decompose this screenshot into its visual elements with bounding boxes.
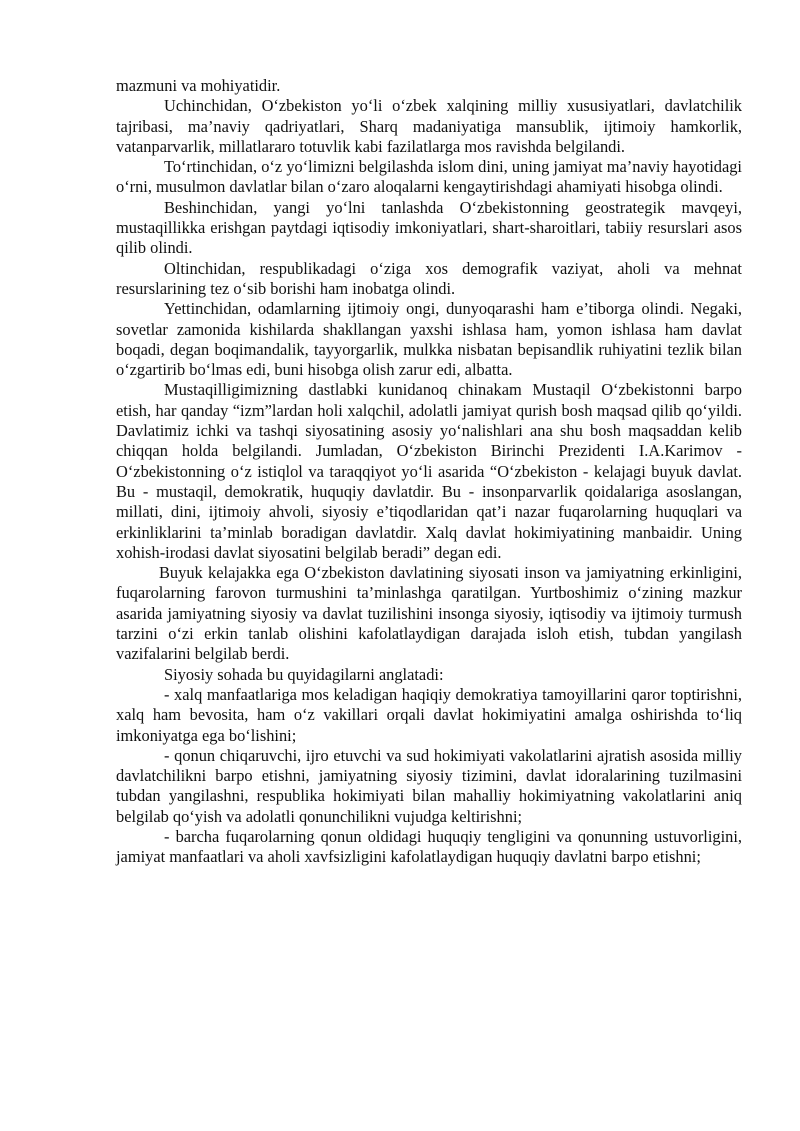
paragraph-independence: Mustaqilligimizning dastlabki kunidanoq chinakam Mustaqil O‘zbekistonni barpo etish, har qanday “izm”lardan holi xalqchil, adolatli jamiyat qurish bosh maqsad qilib qo‘yildi. Davlatimiz ichki va tashqi siyosatining asosiy yo‘nalishlari ana shu bosh maqsaddan kelib chiqqan holda belgilandi. Jumladan, O‘zbekiston Birinchi Prezidenti I.A.Karimov - O‘zbekistonning o‘z istiqlol va taraqqiyot yo‘li asarida “O‘zbekiston - kelajagi buyuk davlat. Bu - mustaqil, demokratik, huquqiy davlatdir. Bu - insonparvarlik qoidalariga asoslangan, millati, dini, ijtimoiy ahvoli, siyosiy e’tiqodlaridan qat’i nazar fuqarolarning huquqlari va erkinliklarini ta’minlab boradigan davlatdir. Xalq davlat hokimiyatining manbaidir. Uning xohish-irodasi davlat siyosatini belgilab beradi” degan edi. — [116, 380, 742, 562]
paragraph-fourth-point: To‘rtinchidan, o‘z yo‘limizni belgilashda islom dini, uning jamiyat ma’naviy hayotidagi o‘rni, musulmon davlatlar bilan o‘zaro aloqalarni kengaytirishdagi ahamiyati hisobga olindi. — [116, 157, 742, 197]
paragraph-seventh-point: Yettinchidan, odamlarning ijtimoiy ongi, dunyoqarashi ham e’tiborga olindi. Negaki, sovetlar zamonida kishilarda shakllangan yaxshi ishlasa ham, yomon ishlasa ham davlat boqadi, degan boqimandalik, tayyorgarlik, mulkka nisbatan bepisandlik ruhiyatini tezlik bilan o‘zgartirib bo‘lmas edi, buni hisobga olish zarur edi, albatta. — [116, 299, 742, 380]
list-item-legal-state: - barcha fuqarolarning qonun oldidagi huquqiy tengligini va qonunning ustuvorligini, jamiyat manfaatlari va aholi xavfsizligini kafolatlaydigan huquqiy davlatni barpo etishni; — [116, 826, 742, 867]
document-page — [116, 76, 742, 868]
paragraph-continuation: mazmuni va mohiyatidir. — [116, 76, 281, 95]
list-item-democracy: - xalq manfaatlariga mos keladigan haqiqiy demokratiya tamoyillarini qaror toptirishni, xalq ham bevosita, ham o‘z vakillari orqali davlat hokimiyatini amalga oshirishda to‘liq imkoniyatga ega bo‘lishini; — [116, 684, 742, 745]
paragraph-fifth-point: Beshinchidan, yangi yo‘lni tanlashda O‘zbekistonning geostrategik mavqeyi, mustaqillikka erishgan paytdagi iqtisodiy imkoniyatlari, shart-sharoitlari, tabiiy resurslari asos qilib olindi. — [116, 197, 742, 258]
list-item-separation-of-powers: - qonun chiqaruvchi, ijro etuvchi va sud hokimiyati vakolatlarini ajratish asosida milliy davlatchilikni barpo etishni, jamiyatning siyosiy tizimini, davlat idoralarining tuzilmasini tubdan yangilashni, respublika hokimiyati bilan mahalliy hokimiyatning vakolatlarini aniq belgilab qo‘yish va adolatli qonunchilikni vujudga keltirishni; — [116, 745, 742, 826]
paragraph-third-point: Uchinchidan, O‘zbekiston yo‘li o‘zbek xalqining milliy xususiyatlari, davlatchilik tajribasi, ma’naviy qadriyatlari, Sharq madaniyatiga mansublik, ijtimoiy hamkorlik, vatanparvarlik, millatlararo totuvlik kabi fazilatlarga mos ravishda belgilandi. — [116, 96, 742, 156]
paragraph-sixth-point: Oltinchidan, respublikadagi o‘ziga xos demografik vaziyat, aholi va mehnat resurslarining tez o‘sib borishi ham inobatga olindi. — [116, 258, 742, 298]
paragraph-political-sphere: Siyosiy sohada bu quyidagilarni anglatadi: — [164, 664, 444, 684]
paragraph-great-future: Buyuk kelajakka ega O‘zbekiston davlatining siyosati inson va jamiyatning erkinligini, fuqarolarning farovon turmushini ta’minlashga qaratilgan. Yurtboshimiz o‘zining mazkur asarida jamiyatning siyosiy va davlat tuzilishini insonga siyosiy, iqtisodiy va ijtimoiy turmush tarzini o‘zi erkin tanlab olishini kafolatlaydigan darajada isloh etish, tubdan yangilash vazifalarini belgilab berdi. — [116, 563, 742, 664]
